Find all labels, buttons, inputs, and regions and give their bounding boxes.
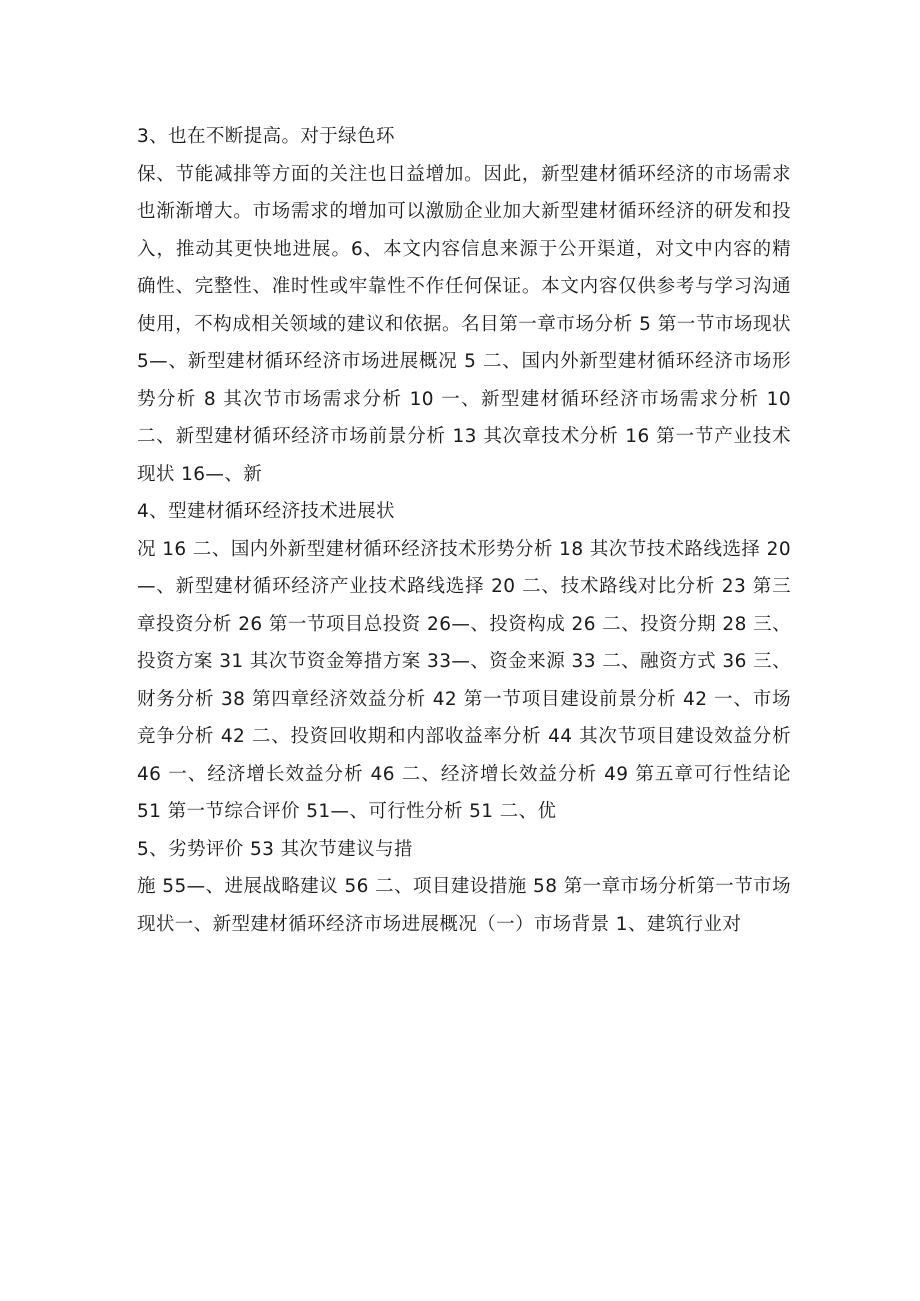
paragraph-3-text: 施 55—、进展战略建议 56 二、项目建设措施 58 第一章市场分析第一节市场现状一、新型建材循环经济市场进展概况（一）市场背景 1、建筑行业对 <box>137 876 791 935</box>
paragraph-3 <box>137 831 791 944</box>
paragraph-2-lead: 4、型建材循环经济技术进展状 <box>137 501 395 522</box>
paragraph-2 <box>137 493 791 831</box>
paragraph-1-text: 保、节能减排等方面的关注也日益增加。因此，新型建材循环经济的市场需求也渐渐增大。市场需求的增加可以激励企业加大新型建材循环经济的研发和投入，推动其更快地进展。6、本文内容信息来源于公开渠道，对文中内容的精确性、完整性、准时性或牢靠性不作任何保证。本文内容仅供参考与学习沟通使用，不构成相关领域的建议和依据。名目第一章市场分析 5 第一节市场现状 5—、新型建材循环经济市场进展概况 5 二、国内外新型建材循环经济市场形势分析 8 其次节市场需求分析 10 一、新型建材循环经济市场需求分析 10 二、新型建材循环经济市场前景分析 13 其次章技术分析 16 第一节产业技术现状 16—、新 <box>137 163 791 485</box>
document-page <box>137 118 791 943</box>
paragraph-3-lead: 5、劣势评价 53 其次节建议与措 <box>137 838 413 860</box>
paragraph-1-lead: 3、也在不断提高。对于绿色环 <box>137 126 395 147</box>
paragraph-2-text: 况 16 二、国内外新型建材循环经济技术形势分析 18 其次节技术路线选择 20—、新型建材循环经济产业技术路线选择 20 二、技术路线对比分析 23 第三章投资分析 26 第一节项目总投资 26—、投资构成 26 二、投资分期 28 三、投资方案 31 其次节资金筹措方案 33—、资金来源 33 二、融资方式 36 三、财务分析 38 第四章经济效益分析 42 第一节项目建设前景分析 42 一、市场竞争分析 42 二、投资回收期和内部收益率分析 44 其次节项目建设效益分析 46 一、经济增长效益分析 46 二、经济增长效益分析 49 第五章可行性结论 51 第一节综合评价 51—、可行性分析 51 二、优 <box>137 538 791 822</box>
paragraph-1 <box>137 118 791 493</box>
